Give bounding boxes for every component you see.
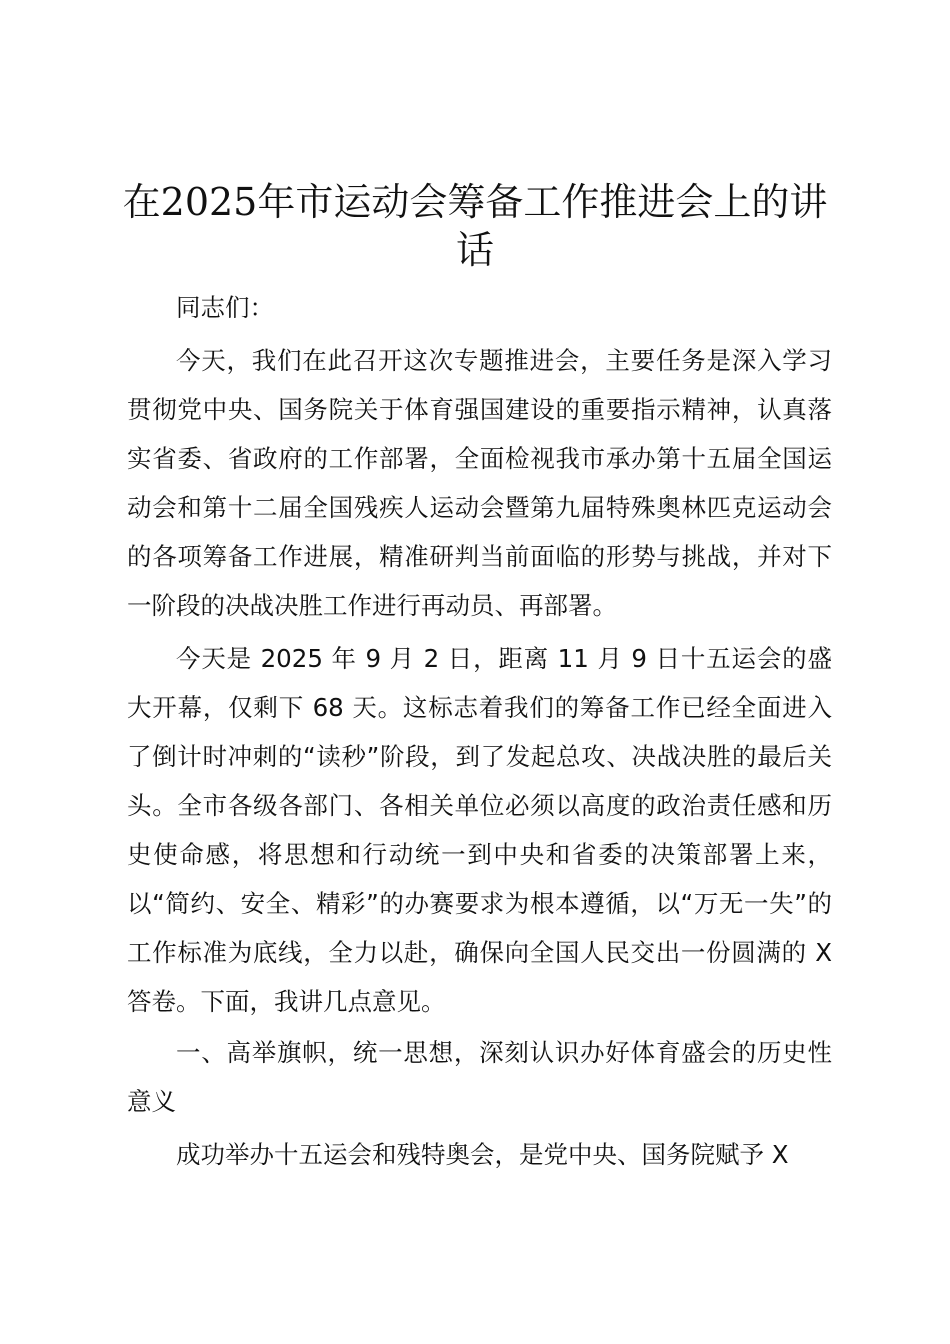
section-heading-1: 一、高举旗帜，统一思想，深刻认识办好体育盛会的历史性意义: [127, 1038, 832, 1116]
document-body: [127, 283, 832, 1179]
paragraph-countdown: 今天是 2025 年 9 月 2 日，距离 11 月 9 日十五运会的盛大开幕，仅剩下 68 天。这标志着我们的筹备工作已经全面进入了倒计时冲刺的“读秒”阶段，到了发起总攻、决战决胜的最后关头。全市各级各部门、各相关单位必须以高度的政治责任感和历史使命感，将思想和行动统一到中央和省委的决策部署上来，以“简约、安全、精彩”的办赛要求为根本遵循，以“万无一失”的工作标准为底线，全力以赴，确保向全国人民交出一份圆满的 X 答卷。下面，我讲几点意见。: [127, 644, 832, 1016]
paragraph-section-1: 成功举办十五运会和残特奥会，是党中央、国务院赋予 X: [176, 1140, 789, 1169]
paragraph-intro: 今天，我们在此召开这次专题推进会，主要任务是深入学习贯彻党中央、国务院关于体育强国建设的重要指示精神，认真落实省委、省政府的工作部署，全面检视我市承办第十五届全国运动会和第十二届全国残疾人运动会暨第九届特殊奥林匹克运动会的各项筹备工作进展，精准研判当前面临的形势与挑战，并对下一阶段的决战决胜工作进行再动员、再部署。: [127, 346, 832, 620]
salutation: 同志们：: [176, 293, 274, 322]
document-title: 在2025年市运动会筹备工作推进会上的讲话: [122, 180, 828, 272]
